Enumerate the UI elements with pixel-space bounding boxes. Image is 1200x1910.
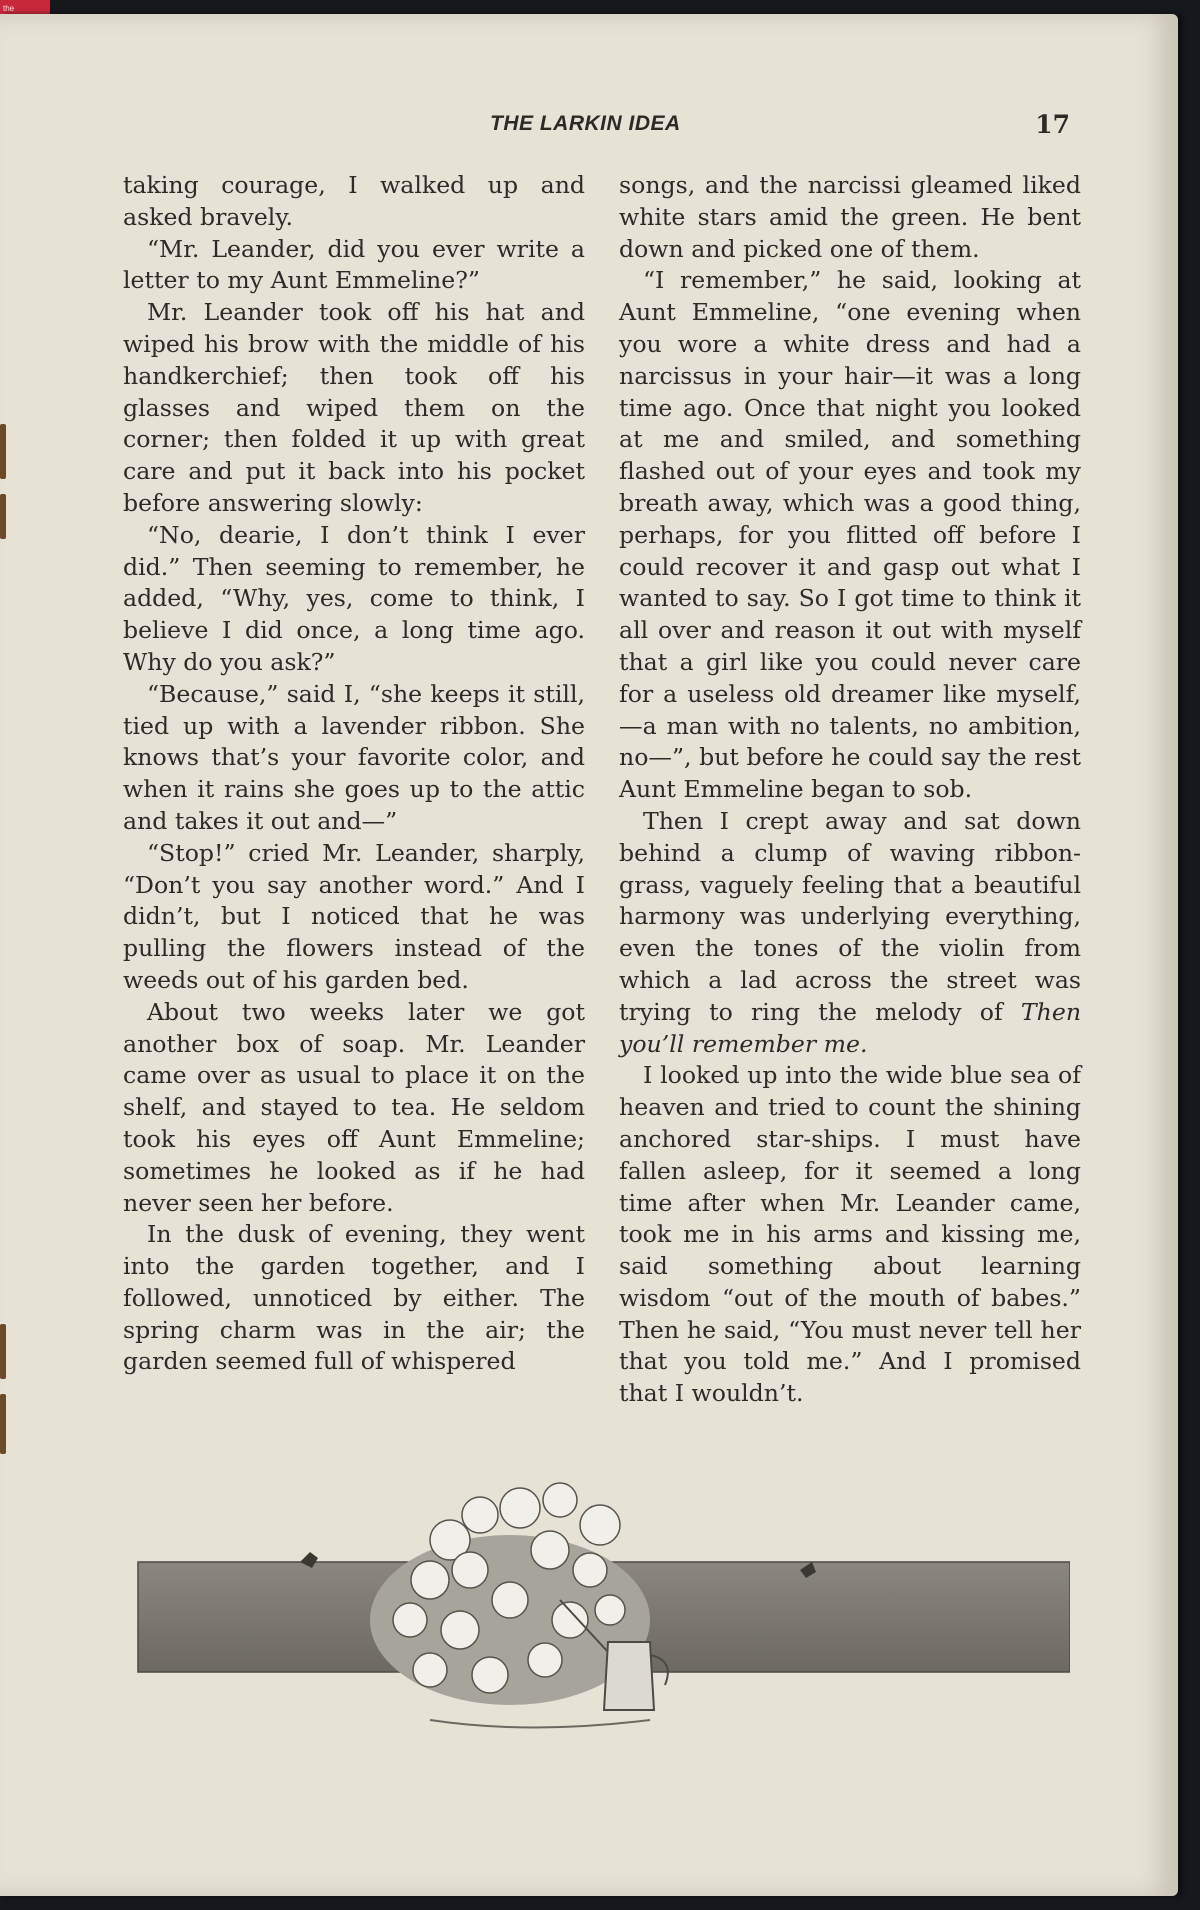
paragraph-text: “Because,” said I, “she keeps it still, tied up with a lavender ribbon. She knows that’s your favorite color, and when it rains she goes up to the attic and takes it out and—” [123, 679, 585, 835]
paragraph-text: About two weeks later we got another box of soap. Mr. Leander came over as usual to place it on the shelf, and stayed to tea. He seldom took his eyes off Aunt Emmeline; sometimes he looked as if he had never seen her before. [123, 997, 585, 1217]
page-edge-stain [0, 494, 6, 539]
paragraph [123, 1219, 585, 1378]
right-text-column [619, 170, 1081, 1410]
ground-shadow [430, 1720, 650, 1728]
paragraph [123, 838, 585, 997]
paragraph-text: Mr. Leander took off his hat and wiped his brow with the middle of his handkerchief; then took off his glasses and wiped them on the corner; then folded it up with great care and put it back into his pocket before answering slowly: [123, 298, 585, 517]
paragraph [123, 520, 585, 679]
publication-title: THE LARKIN IDEA [490, 112, 681, 135]
page-edge-stain [0, 1394, 6, 1454]
paragraph-text: “Stop!” cried Mr. Leander, sharply, “Don’t you say another word.” And I didn’t, but I noticed that he was pulling the flowers instead of the weeds out of his garden bed. [123, 838, 585, 994]
paragraph-text: “I remember,” he said, looking at Aunt Emmeline, “one evening when you wore a white dress and had a narcissus in your hair—it was a long time ago. Once that night you looked at me and smiled, and something flashed out of your eyes and took my breath away, which was a good thing, perhaps, for you flitted off before I could recover it and gasp out what I wanted to say. So I got time to think it all over and reason it out with myself that a girl like you could never care for a useless old dreamer like myself,—a man with no talents, no ambition, no—”, but before he could say the rest Aunt Emmeline began to sob. [619, 266, 1081, 804]
paragraph [619, 1060, 1081, 1410]
left-text-column [123, 170, 585, 1378]
paragraph [619, 806, 1081, 1060]
running-header [120, 104, 1070, 144]
paragraph [619, 265, 1081, 806]
paragraph-text: In the dusk of evening, they went into the garden together, and I followed, unnoticed by either. The spring charm was in the air; the garden seemed full of whispered [123, 1220, 585, 1376]
henry-ford-logo: the [0, 0, 50, 50]
page-number: 17 [1035, 110, 1070, 139]
paragraph-text: “Mr. Leander, did you ever write a letter to my Aunt Emmeline?” [123, 234, 585, 295]
paragraph [123, 997, 585, 1220]
paragraph-text: songs, and the narcissi gleamed liked white stars amid the green. He bent down and picked one of them. [619, 171, 1081, 263]
page-edge-stain [0, 1324, 6, 1379]
paragraph-text: Then I crept away and sat down behind a clump of waving ribbon-grass, vaguely feeling that a beautiful harmony was underlying everything, even the tones of the violin from which a lad across the street was trying to ring the melody of [619, 806, 1081, 1026]
garden-illustration [130, 1470, 1070, 1740]
page-edge-stain [0, 424, 6, 479]
paragraph [123, 234, 585, 298]
paragraph [619, 170, 1081, 265]
song-title: Then you’ll remember me. [619, 997, 1082, 1058]
paragraph [123, 170, 585, 234]
paragraph [123, 297, 585, 520]
paragraph [123, 679, 585, 838]
paragraph-text: taking courage, I walked up and asked bravely. [123, 171, 585, 231]
paragraph-text: I looked up into the wide blue sea of heaven and tried to count the shining anchored star-ships. I must have fallen asleep, for it seemed a long time after when Mr. Leander came, took me in his arms and kissing me, said something about learning wisdom “out of the mouth of babes.” Then he said, “You must never tell her that you told me.” And I promised that I wouldn’t. [619, 1061, 1081, 1408]
paragraph-text: “No, dearie, I don’t think I ever did.” Then seeming to remember, he added, “Why, yes, come to think, I believe I did once, a long time ago. Why do you ask?” [123, 520, 585, 676]
